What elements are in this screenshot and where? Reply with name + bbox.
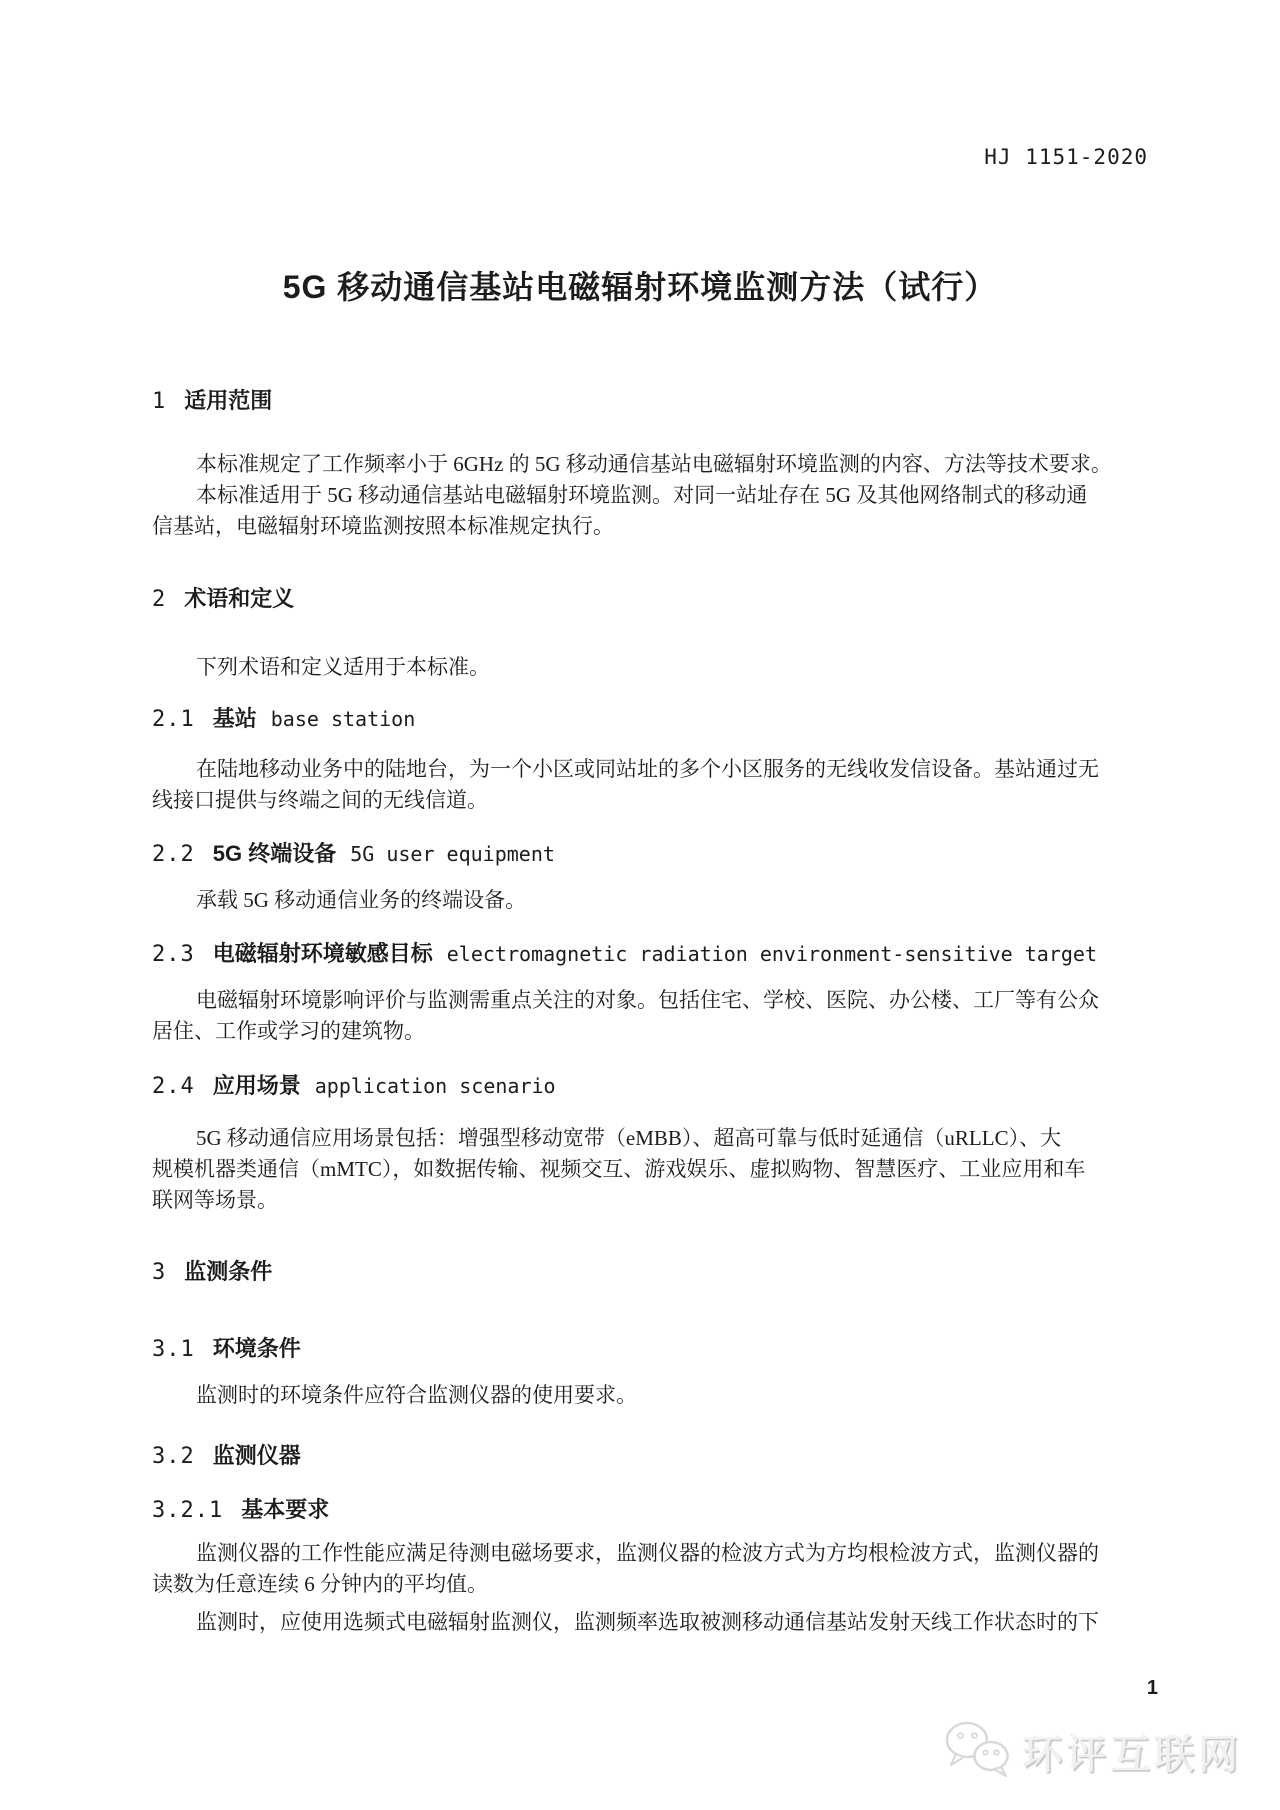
section-title-en: 5G user equipment — [350, 842, 555, 866]
paragraph-line: 居住、工作或学习的建筑物。 — [152, 1019, 425, 1043]
paragraph-line: 线接口提供与终端之间的无线信道。 — [152, 788, 488, 812]
paragraph — [152, 1538, 1162, 1600]
paragraph — [152, 985, 1162, 1047]
section-3-2-heading — [152, 1439, 1162, 1470]
section-title: 环境条件 — [212, 1336, 301, 1361]
section-title-en: application scenario — [314, 1074, 556, 1098]
section-number: 3.1 — [152, 1337, 195, 1362]
section-title: 术语和定义 — [184, 586, 295, 611]
section-title: 基本要求 — [241, 1497, 330, 1522]
section-title: 监测仪器 — [212, 1443, 301, 1468]
section-3-2-1-heading — [152, 1493, 1162, 1524]
section-2-1-heading — [152, 702, 1162, 733]
wechat-icon — [944, 1720, 1012, 1783]
section-number: 2.1 — [152, 707, 195, 732]
paragraph — [152, 480, 1162, 542]
paragraph-line: 承载 5G 移动通信业务的终端设备。 — [196, 888, 527, 912]
doc-title: 5G 移动通信基站电磁辐射环境监测方法（试行） — [282, 269, 998, 305]
section-title: 基站 — [212, 706, 257, 731]
section-number: 1 — [152, 389, 167, 414]
watermark-text: 环评互联网 — [1022, 1733, 1242, 1777]
paragraph — [152, 652, 1162, 683]
paragraph — [152, 1607, 1162, 1638]
paragraph — [152, 885, 1162, 916]
page-number: 1 — [1146, 1677, 1158, 1699]
paragraph-line: 监测时，应使用选频式电磁辐射监测仪，监测频率选取被测移动通信基站发射天线工作状态时的下 — [196, 1610, 1099, 1634]
paragraph — [152, 754, 1162, 816]
section-number: 3.2 — [152, 1444, 195, 1469]
paragraph-line: 监测仪器的工作性能应满足待测电磁场要求，监测仪器的检波方式为方均根检波方式，监测仪器的 — [196, 1541, 1099, 1565]
paragraph-line: 监测时的环境条件应符合监测仪器的使用要求。 — [196, 1383, 637, 1407]
paragraph — [152, 449, 1162, 480]
paragraph — [152, 1123, 1162, 1216]
section-3-1-heading — [152, 1332, 1162, 1363]
section-title-en: base station — [270, 707, 416, 731]
section-title: 5G 终端设备 — [212, 841, 337, 866]
section-title-en: electromagnetic radiation environment-sensitive target — [446, 942, 1097, 966]
paragraph-line: 电磁辐射环境影响评价与监测需重点关注的对象。包括住宅、学校、医院、办公楼、工厂等有公众 — [196, 988, 1099, 1012]
paragraph-line: 在陆地移动业务中的陆地台，为一个小区或同站址的多个小区服务的无线收发信设备。基站通过无 — [196, 757, 1099, 781]
section-2-heading — [152, 582, 1162, 613]
doc-code: HJ 1151-2020 — [984, 145, 1148, 169]
section-title: 适用范围 — [184, 388, 273, 413]
section-number: 2.4 — [152, 1074, 195, 1099]
section-title: 监测条件 — [184, 1259, 273, 1284]
section-3-heading — [152, 1255, 1162, 1286]
paragraph-line: 信基站，电磁辐射环境监测按照本标准规定执行。 — [152, 514, 614, 538]
section-number: 3 — [152, 1260, 167, 1285]
section-number: 2.2 — [152, 842, 195, 867]
section-number: 3.2.1 — [152, 1498, 224, 1523]
paragraph-line: 联网等场景。 — [152, 1188, 278, 1212]
paragraph-line: 规模机器类通信（mMTC），如数据传输、视频交互、游戏娱乐、虚拟购物、智慧医疗、工业应用和车 — [152, 1157, 1086, 1181]
paragraph-line: 下列术语和定义适用于本标准。 — [196, 655, 490, 679]
paragraph — [152, 1380, 1162, 1411]
section-number: 2.3 — [152, 942, 195, 967]
paragraph-line: 读数为任意连续 6 分钟内的平均值。 — [152, 1572, 488, 1596]
section-title: 电磁辐射环境敏感目标 — [212, 941, 433, 966]
paragraph-line: 5G 移动通信应用场景包括：增强型移动宽带（eMBB）、超高可靠与低时延通信（uRLLC）、大 — [196, 1126, 1062, 1150]
watermark — [944, 1720, 1242, 1783]
section-2-3-heading — [152, 937, 1162, 968]
paragraph-line: 本标准适用于 5G 移动通信基站电磁辐射环境监测。对同一站址存在 5G 及其他网络制式的移动通 — [196, 483, 1088, 507]
section-1-heading — [152, 384, 1162, 415]
section-2-4-heading — [152, 1069, 1162, 1100]
section-number: 2 — [152, 587, 167, 612]
section-title: 应用场景 — [212, 1073, 301, 1098]
section-2-2-heading — [152, 837, 1162, 868]
paragraph-line: 本标准规定了工作频率小于 6GHz 的 5G 移动通信基站电磁辐射环境监测的内容、方法等技术要求。 — [196, 452, 1112, 476]
